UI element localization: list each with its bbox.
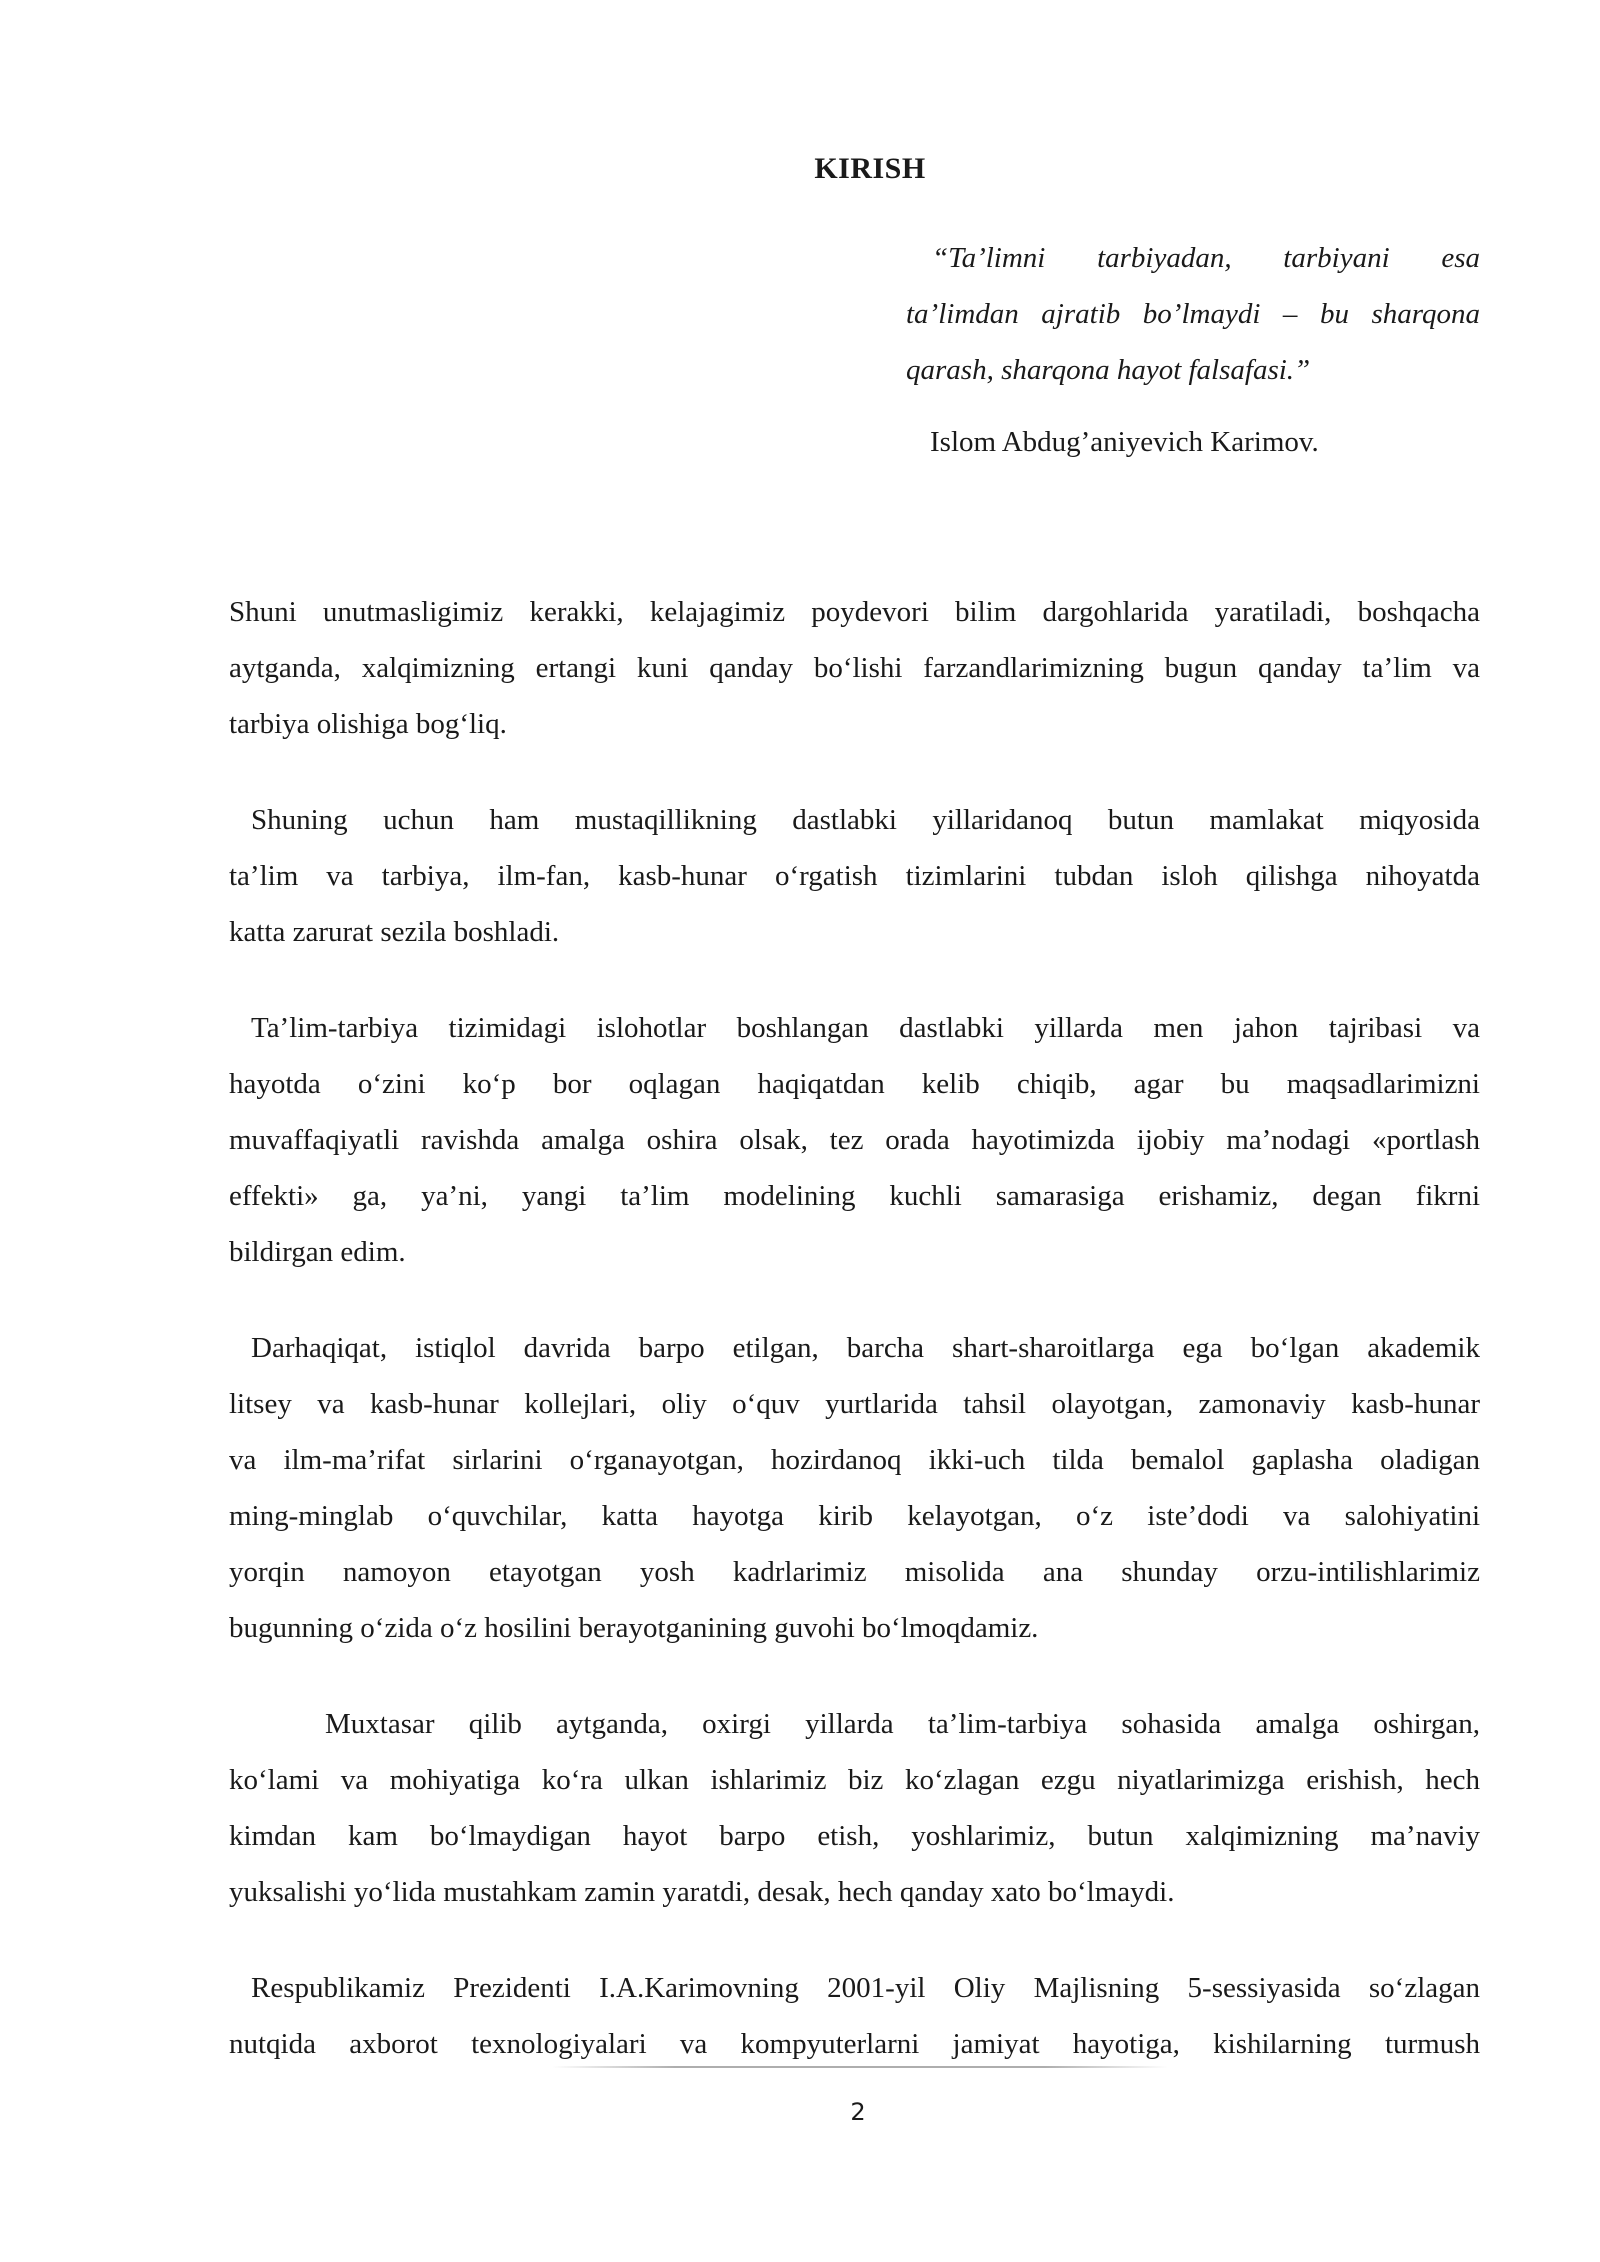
- text-line: Shuni unutmasligimiz kerakki, kelajagimiz poydevori bilim dargohlarida yaratiladi, boshqacha: [229, 596, 1480, 628]
- text-line: muvaffaqiyatli ravishda amalga oshira olsak, tez orada hayotimizda ijobiy ma’nodagi «portlash: [229, 1124, 1480, 1156]
- paragraph: [229, 584, 1480, 752]
- epigraph-quote: [906, 230, 1480, 398]
- paragraph: [229, 1960, 1480, 2072]
- epigraph-author: Islom Abdug’aniyevich Karimov.: [930, 426, 1319, 458]
- text-line: katta zarurat sezila boshladi.: [229, 916, 560, 948]
- text-line: ko‘lami va mohiyatiga ko‘ra ulkan ishlarimiz biz ko‘zlagan ezgu niyatlarimizga erishish, hech: [229, 1764, 1480, 1796]
- text-line: bugunning o‘zida o‘z hosilini berayotganining guvohi bo‘lmoqdamiz.: [229, 1612, 1039, 1644]
- body-text: [229, 584, 1480, 2112]
- text-line: Shuning uchun ham mustaqillikning dastlabki yillaridanoq butun mamlakat miqyosida: [251, 804, 1480, 836]
- paragraph: [229, 1000, 1480, 1280]
- text-line: litsey va kasb-hunar kollejlari, oliy o‘quv yurtlarida tahsil olayotgan, zamonaviy kasb-hunar: [229, 1388, 1480, 1420]
- text-line: bildirgan edim.: [229, 1236, 406, 1268]
- text-line: yuksalishi yo‘lida mustahkam zamin yaratdi, desak, hech qanday xato bo‘lmaydi.: [229, 1876, 1175, 1908]
- text-line: aytganda, xalqimizning ertangi kuni qanday bo‘lishi farzandlarimizning bugun qanday ta’lim va: [229, 652, 1480, 684]
- epigraph-line: ta’limdan ajratib bo’lmaydi – bu sharqona: [906, 298, 1480, 330]
- paragraph: [229, 1320, 1480, 1656]
- text-line: Muxtasar qilib aytganda, oxirgi yillarda ta’lim-tarbiya sohasida amalga oshirgan,: [325, 1708, 1480, 1740]
- epigraph-line: qarash, sharqona hayot falsafasi.”: [906, 354, 1311, 386]
- paragraph: [229, 1696, 1480, 1920]
- text-line: hayotda o‘zini ko‘p bor oqlagan haqiqatdan kelib chiqib, agar bu maqsadlarimizni: [229, 1068, 1480, 1100]
- page-title: KIRISH: [814, 152, 926, 185]
- text-line: Darhaqiqat, istiqlol davrida barpo etilgan, barcha shart-sharoitlarga ega bo‘lgan akademik: [251, 1332, 1480, 1364]
- text-line: ming-minglab o‘quvchilar, katta hayotga kirib kelayotgan, o‘z iste’dodi va salohiyatini: [229, 1500, 1480, 1532]
- text-line: nutqida axborot texnologiyalari va kompyuterlarni jamiyat hayotiga, kishilarning turmush: [229, 2028, 1480, 2060]
- text-line: ta’lim va tarbiya, ilm-fan, kasb-hunar o‘rgatish tizimlarini tubdan isloh qilishga nihoyatda: [229, 860, 1480, 892]
- footer-divider: [552, 2066, 1168, 2068]
- text-line: Respublikamiz Prezidenti I.A.Karimovning 2001-yil Oliy Majlisning 5-sessiyasida so‘zlagan: [251, 1972, 1480, 2004]
- paragraph: [229, 792, 1480, 960]
- text-line: kimdan kam bo‘lmaydigan hayot barpo etish, yoshlarimiz, butun xalqimizning ma’naviy: [229, 1820, 1480, 1852]
- text-line: effekti» ga, ya’ni, yangi ta’lim modelining kuchli samarasiga erishamiz, degan fikrni: [229, 1180, 1480, 1212]
- text-line: Ta’lim-tarbiya tizimidagi islohotlar boshlangan dastlabki yillarda men jahon tajribasi va: [251, 1012, 1480, 1044]
- text-line: va ilm-ma’rifat sirlarini o‘rganayotgan, hozirdanoq ikki-uch tilda bemalol gaplasha oladigan: [229, 1444, 1480, 1476]
- text-line: yorqin namoyon etayotgan yosh kadrlarimiz misolida ana shunday orzu-intilishlarimiz: [229, 1556, 1480, 1588]
- page-number: 2: [850, 2098, 866, 2126]
- text-line: tarbiya olishiga bog‘liq.: [229, 708, 507, 740]
- epigraph-line: “Ta’limni tarbiyadan, tarbiyani esa: [932, 242, 1480, 274]
